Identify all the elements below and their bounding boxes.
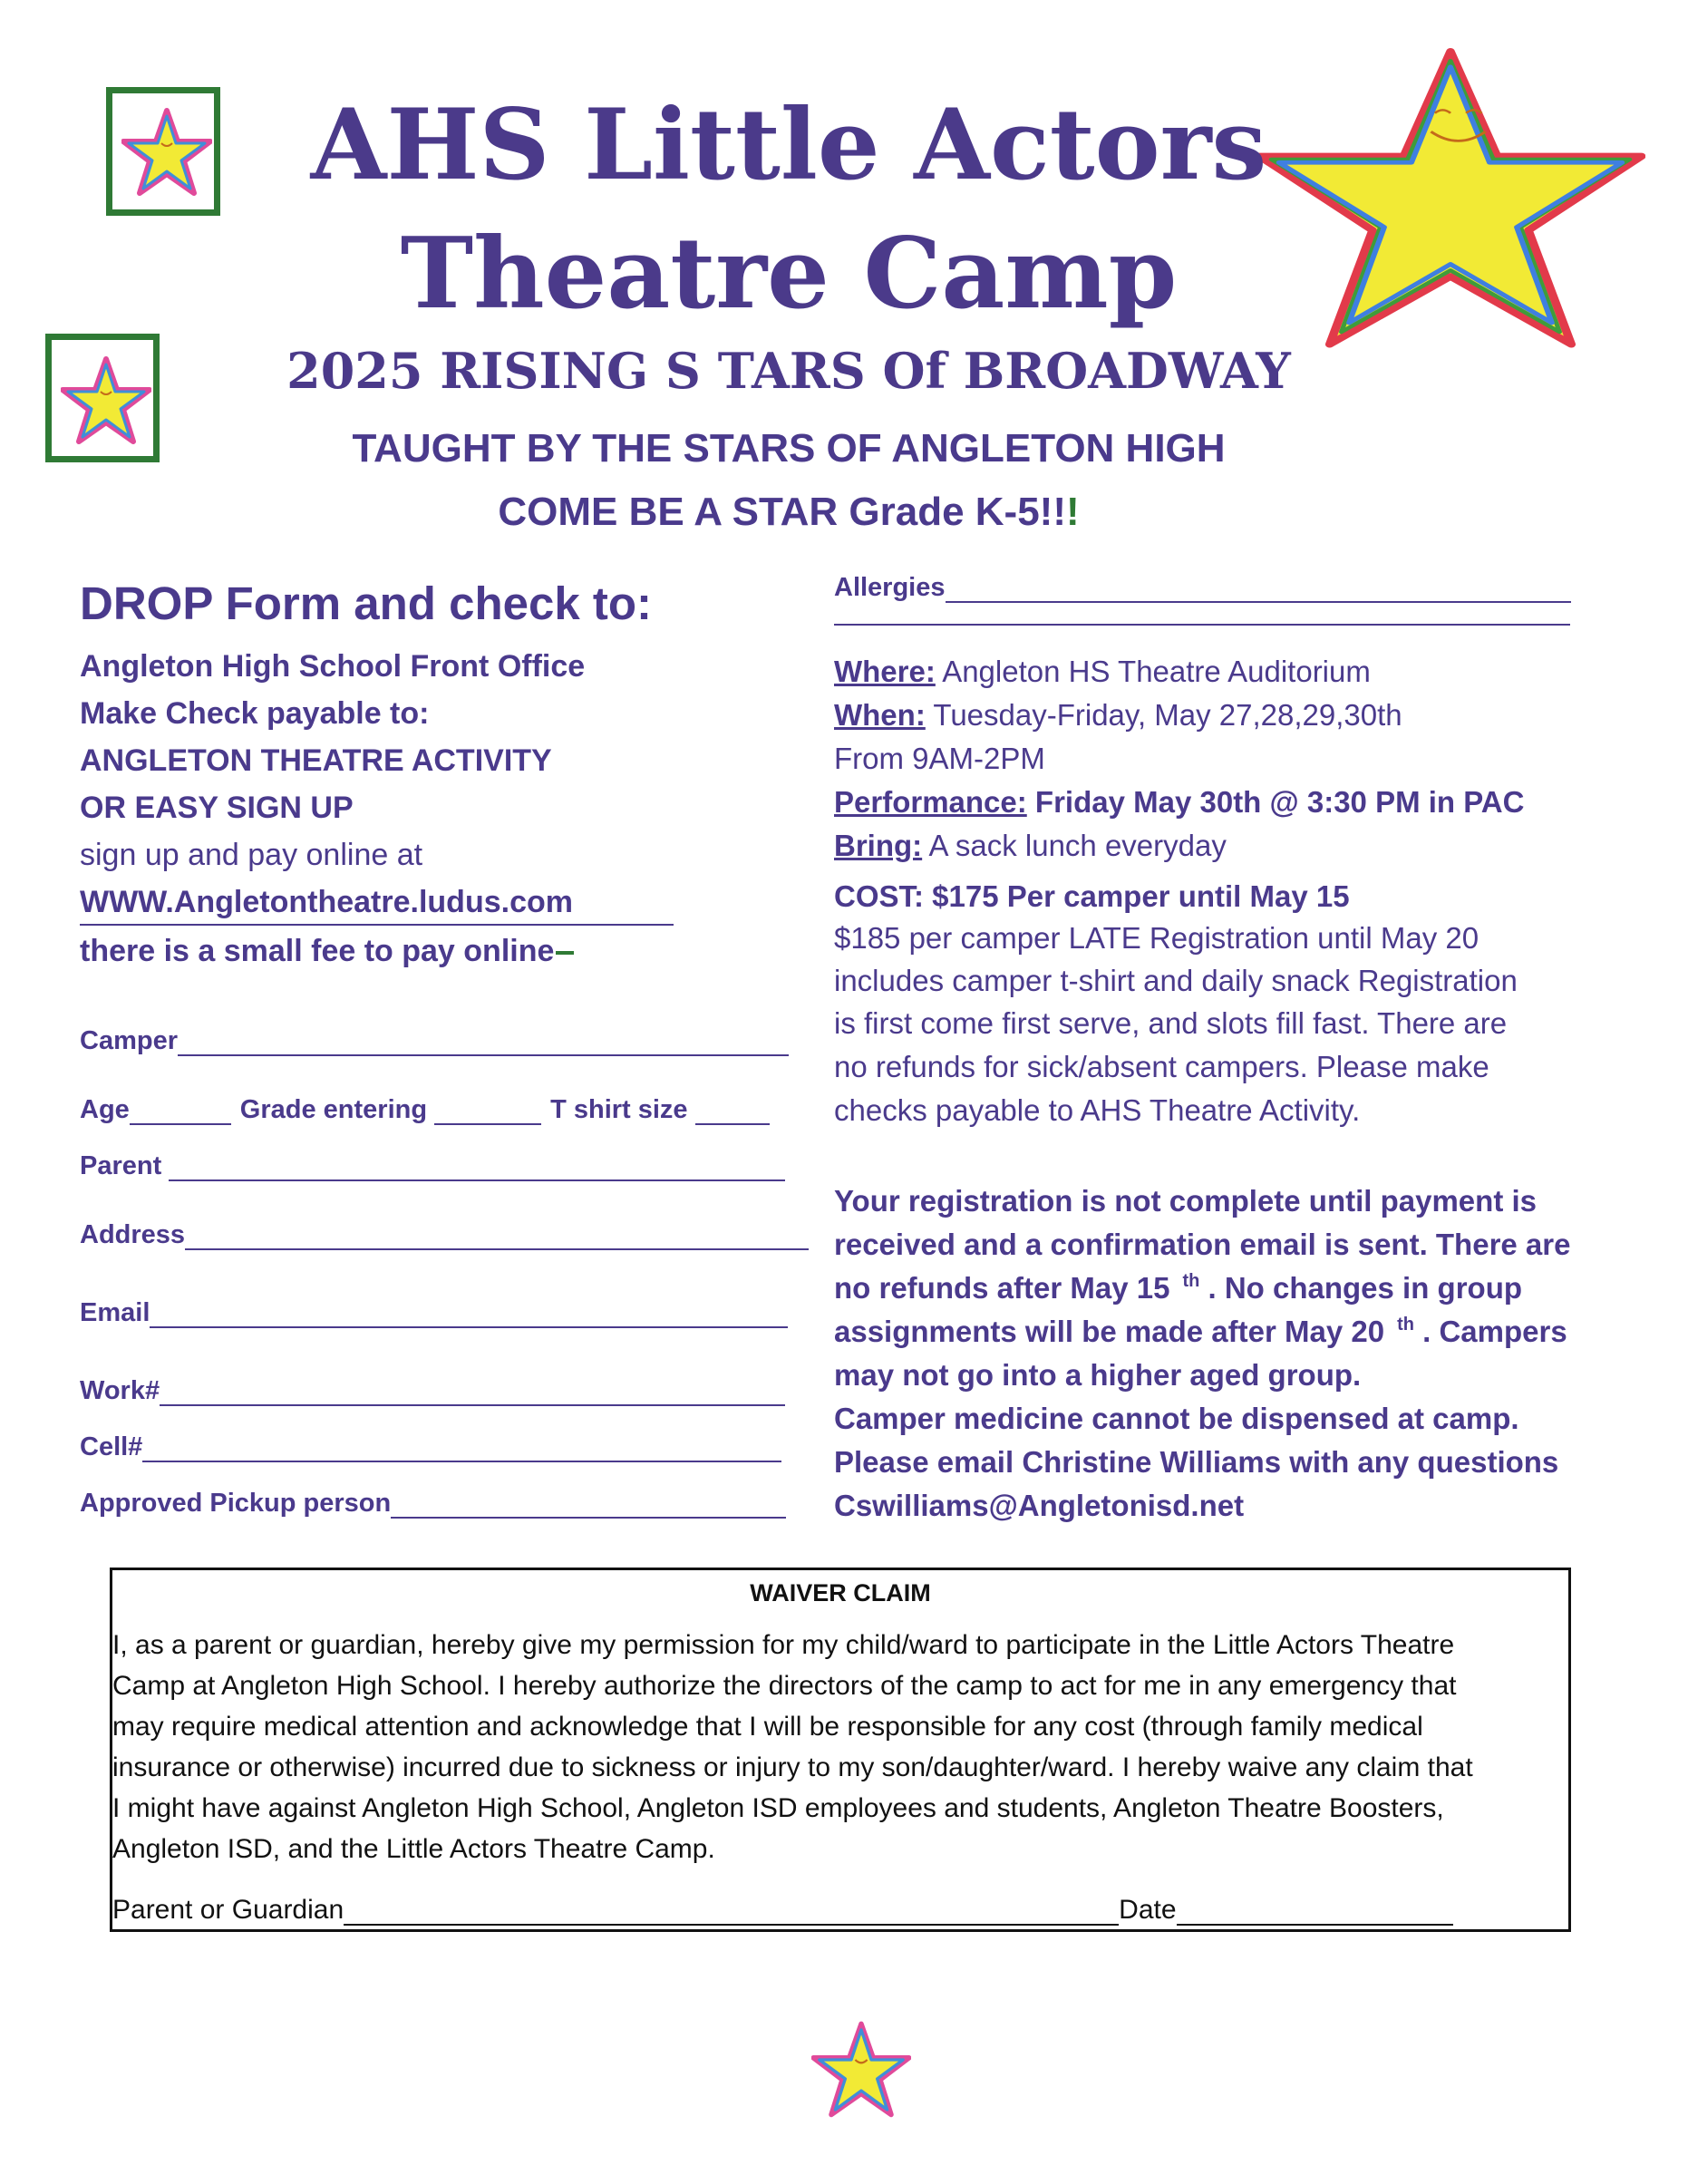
when-label: When: bbox=[834, 698, 926, 732]
website-link[interactable]: WWW.Angletontheatre.ludus.com bbox=[80, 885, 674, 926]
parent-label: Parent bbox=[80, 1151, 162, 1180]
date-label: Date bbox=[1119, 1895, 1177, 1925]
parent-field[interactable] bbox=[80, 1151, 785, 1181]
subtitle: 2025 RISING S TARS Of BROADWAY bbox=[286, 342, 1291, 400]
from-time: From 9AM-2PM bbox=[834, 742, 1045, 775]
guardian-line[interactable] bbox=[344, 1900, 1119, 1926]
star-icon bbox=[121, 104, 212, 200]
front-office: Angleton High School Front Office bbox=[80, 649, 586, 684]
star-box-top bbox=[106, 87, 220, 216]
notice-line-6: Camper medicine cannot be dispensed at camp. bbox=[834, 1402, 1519, 1435]
email-line[interactable] bbox=[150, 1301, 788, 1328]
where-label: Where: bbox=[834, 655, 936, 688]
notice-line-5: may not go into a higher aged group. bbox=[834, 1358, 1362, 1392]
address-line[interactable] bbox=[185, 1223, 809, 1250]
waiver-line-6: Angleton ISD, and the Little Actors Theatre Camp. bbox=[112, 1834, 715, 1864]
allergies-label: Allergies bbox=[834, 573, 946, 602]
cell-line[interactable] bbox=[142, 1435, 781, 1462]
star-icon bbox=[61, 353, 151, 449]
come-be-exclaim: ! bbox=[1065, 490, 1080, 534]
email-label: Email bbox=[80, 1298, 150, 1327]
performance-label: Performance: bbox=[834, 785, 1027, 819]
pickup-label: Approved Pickup person bbox=[80, 1489, 392, 1518]
late-line-2: includes camper t-shirt and daily snack Registration bbox=[834, 964, 1518, 997]
smiley-star-icon bbox=[1256, 45, 1645, 354]
waiver-line-4: insurance or otherwise) incurred due to sickness or injury to my son/daughter/ward. I hereby waive any claim that bbox=[112, 1752, 1473, 1782]
cell-label: Cell# bbox=[80, 1432, 143, 1461]
waiver-line-3: may require medical attention and acknowledge that I will be responsible for any cost (through family medical bbox=[112, 1712, 1423, 1742]
address-field[interactable] bbox=[80, 1220, 809, 1250]
allergies-line[interactable] bbox=[946, 576, 1571, 603]
age-grade-row bbox=[80, 1095, 770, 1125]
late-line-4: no refunds for sick/absent campers. Please make bbox=[834, 1050, 1489, 1083]
work-field[interactable] bbox=[80, 1376, 785, 1406]
cell-field[interactable] bbox=[80, 1432, 781, 1462]
date-line[interactable] bbox=[1177, 1900, 1453, 1926]
waiver-line-2: Camp at Angleton High School. I hereby authorize the directors of the camp to act for me in any emergency that bbox=[112, 1671, 1457, 1701]
notice-line-1: Your registration is not complete until payment is bbox=[834, 1184, 1538, 1218]
easy-signup: OR EASY SIGN UP bbox=[80, 791, 354, 825]
notice-3b: . No changes in group bbox=[1199, 1271, 1523, 1305]
allergies-line-2[interactable] bbox=[834, 624, 1570, 626]
payable-to: Make Check payable to: bbox=[80, 696, 430, 731]
where-line bbox=[834, 655, 1371, 689]
page-title-line2: Theatre Camp bbox=[400, 217, 1178, 331]
age-line[interactable] bbox=[130, 1098, 231, 1125]
camper-label: Camper bbox=[80, 1026, 178, 1055]
grade-line[interactable] bbox=[434, 1098, 541, 1125]
fee-text: there is a small fee to pay online bbox=[80, 934, 555, 968]
notice-4b: . Campers bbox=[1413, 1315, 1567, 1348]
where-value: Angleton HS Theatre Auditorium bbox=[935, 655, 1371, 688]
performance-value: Friday May 30th @ 3:30 PM in PAC bbox=[1026, 785, 1525, 819]
notice-line-3 bbox=[834, 1271, 1522, 1306]
parent-line[interactable] bbox=[169, 1154, 785, 1181]
star-icon bbox=[811, 2020, 911, 2120]
late-line-3: is first come first serve, and slots fill fast. There are bbox=[834, 1006, 1508, 1040]
performance-line bbox=[834, 785, 1524, 820]
come-be-text: COME BE A STAR Grade K-5!! bbox=[498, 490, 1066, 534]
when-value: Tuesday-Friday, May 27,28,29,30th bbox=[925, 698, 1402, 732]
notice-line-4 bbox=[834, 1315, 1567, 1349]
camper-field[interactable] bbox=[80, 1026, 789, 1056]
superscript-th: th bbox=[1182, 1271, 1200, 1291]
notice-4a: assignments will be made after May 20 bbox=[834, 1315, 1385, 1348]
contact-email[interactable]: Cswilliams@Angletonisd.net bbox=[834, 1489, 1245, 1522]
allergies-field[interactable] bbox=[834, 573, 1571, 603]
come-be-star bbox=[263, 490, 1315, 535]
superscript-th: th bbox=[1397, 1315, 1414, 1335]
grade-label: Grade entering bbox=[239, 1095, 428, 1124]
waiver-line-5: I might have against Angleton High School, Angleton ISD employees and students, Angleton Theatre Boosters, bbox=[112, 1793, 1444, 1823]
drop-heading: DROP Form and check to: bbox=[80, 578, 653, 629]
when-line bbox=[834, 698, 1402, 733]
fee-note bbox=[80, 934, 574, 969]
email-field[interactable] bbox=[80, 1298, 788, 1328]
guardian-label: Parent or Guardian bbox=[112, 1895, 344, 1925]
late-line-1: $185 per camper LATE Registration until May 20 bbox=[834, 921, 1479, 955]
theatre-activity: ANGLETON THEATRE ACTIVITY bbox=[80, 743, 552, 778]
work-label: Work# bbox=[80, 1376, 160, 1405]
cost-line: COST: $175 Per camper until May 15 bbox=[834, 879, 1350, 913]
green-dash bbox=[556, 951, 574, 955]
bring-label: Bring: bbox=[834, 829, 923, 862]
pickup-field[interactable] bbox=[80, 1489, 786, 1519]
notice-line-2: received and a confirmation email is sent. There are bbox=[834, 1228, 1571, 1261]
waiver-box bbox=[110, 1568, 1571, 1932]
camper-line[interactable] bbox=[178, 1029, 789, 1056]
notice-3a: no refunds after May 15 bbox=[834, 1271, 1170, 1305]
notice-line-7: Please email Christine Williams with any questions bbox=[834, 1445, 1559, 1479]
taught-by: TAUGHT BY THE STARS OF ANGLETON HIGH bbox=[352, 426, 1226, 471]
late-line-5: checks payable to AHS Theatre Activity. bbox=[834, 1093, 1361, 1127]
pickup-line[interactable] bbox=[391, 1491, 786, 1519]
tshirt-line[interactable] bbox=[695, 1098, 770, 1125]
star-box-left bbox=[45, 334, 160, 462]
waiver-line-1: I, as a parent or guardian, hereby give my permission for my child/ward to participate in the Little Actors Theatre bbox=[112, 1630, 1455, 1660]
tshirt-label: T shirt size bbox=[550, 1095, 688, 1124]
waiver-title: WAIVER CLAIM bbox=[750, 1579, 931, 1606]
guardian-signature-row bbox=[112, 1895, 1453, 1926]
age-label: Age bbox=[80, 1095, 130, 1124]
address-label: Address bbox=[80, 1220, 186, 1249]
bring-value: A sack lunch everyday bbox=[922, 829, 1227, 862]
work-line[interactable] bbox=[160, 1379, 785, 1406]
signup-text: sign up and pay online at bbox=[80, 838, 423, 872]
bring-line bbox=[834, 829, 1227, 863]
page-title-line1: AHS Little Actors bbox=[310, 88, 1267, 202]
